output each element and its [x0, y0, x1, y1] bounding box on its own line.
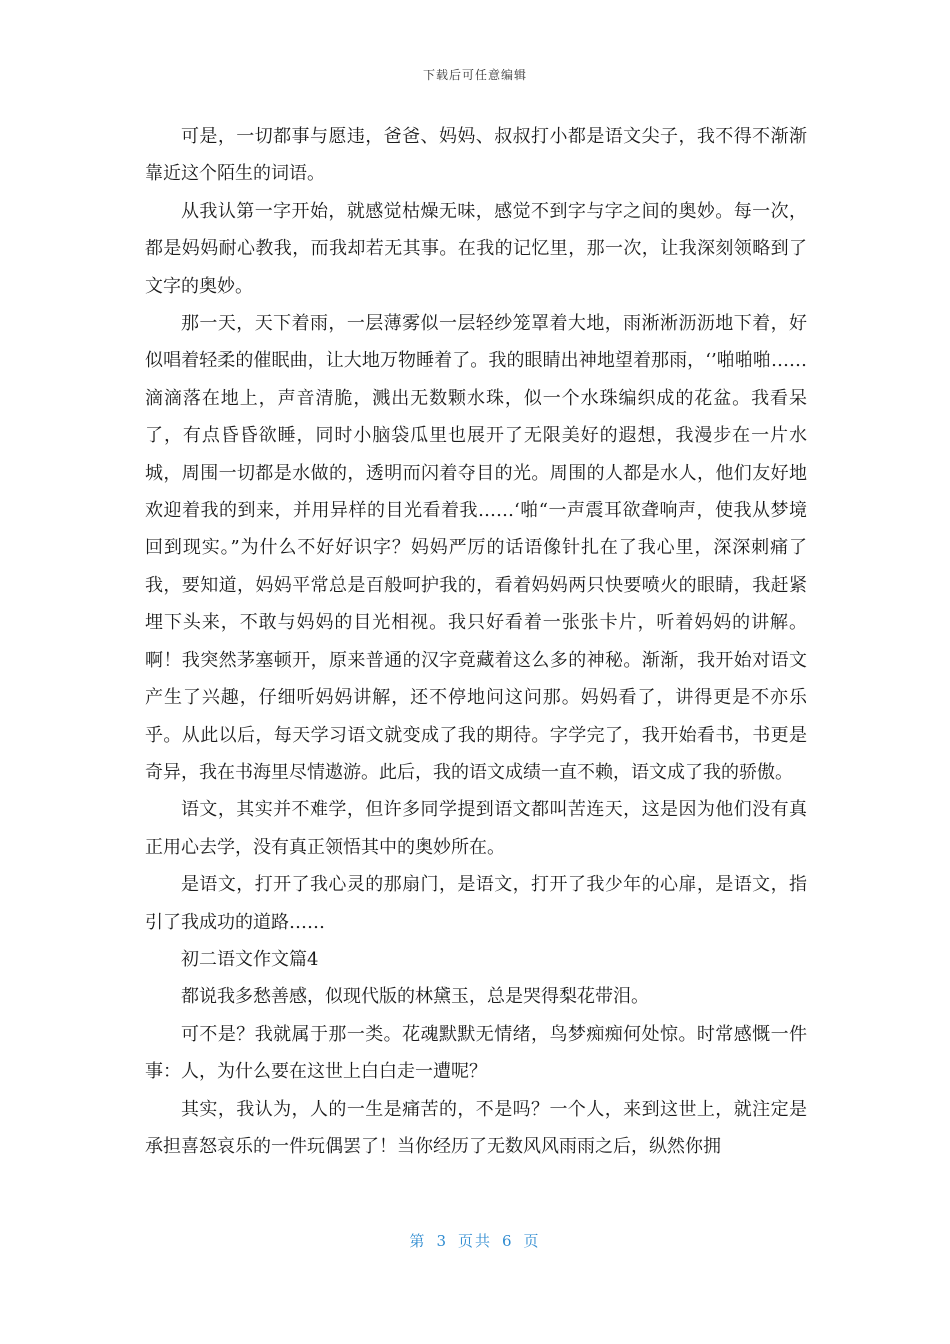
paragraph: 可不是？我就属于那一类。花魂默默无情绪，鸟梦痴痴何处惊。时常感慨一件事：人，为什么要在这世上白白走一遭呢？	[145, 1023, 807, 1083]
page-header: 下载后可任意编辑	[422, 68, 527, 82]
paragraph: 可是，一切都事与愿违，爸爸、妈妈、叔叔打小都是语文尖子，我不得不渐渐靠近这个陌生的词语。	[145, 126, 807, 185]
footer-suffix: 页	[523, 1232, 541, 1250]
paragraph: 语文，其实并不难学，但许多同学提到语文都叫苦连天，这是因为他们没有真正用心去学，没有真正领悟其中的奥妙所在。	[145, 799, 807, 858]
total-pages-number: 6	[502, 1232, 514, 1250]
footer-prefix: 第	[409, 1232, 427, 1250]
paragraph: 都说我多愁善感，似现代版的林黛玉，总是哭得梨花带泪。	[181, 986, 649, 1008]
paragraph: 从我认第一字开始，就感觉枯燥无味，感觉不到字与字之间的奥妙。每一次，都是妈妈耐心教我，而我却若无其事。在我的记忆里，那一次，让我深刻领略到了文字的奥妙。	[145, 200, 807, 297]
paragraph: 其实，我认为，人的一生是痛苦的，不是吗？一个人，来到这世上，就注定是承担喜怒哀乐的一件玩偶罢了！当你经历了无数风风雨雨之后，纵然你拥	[145, 1098, 807, 1157]
paragraph: 那一天，天下着雨，一层薄雾似一层轻纱笼罩着大地，雨淅淅沥沥地下着，好似唱着轻柔的催眠曲，让大地万物睡着了。我的眼睛出神地望着那雨，‘’啪啪啪……滴滴落在地上，声音清脆，溅出无数颗水珠，似一个水珠编织成的花盆。我看呆了，有点昏昏欲睡，同时小脑袋瓜里也展开了无限美好的遐想，我漫步在一片水城，周围一切都是水做的，透明而闪着夺目的光。周围的人都是水人，他们友好地欢迎着我的到来，并用异样的目光看着我……‘啪“一声震耳欲聋响声，使我从梦境回到现实。”为什么不好好识字？妈妈严厉的话语像针扎在了我心里，深深刺痛了我，要知道，妈妈平常总是百般呵护我的，看着妈妈两只快要喷火的眼睛，我赶紧埋下头来，不敢与妈妈的目光相视。我只好看着一张张卡片，听着妈妈的讲解。啊！我突然茅塞顿开，原来普通的汉字竟藏着这么多的神秘。渐渐，我开始对语文产生了兴趣，仔细听妈妈讲解，还不停地问这问那。妈妈看了，讲得更是不亦乐乎。从此以后，每天学习语文就变成了我的期待。字学完了，我开始看书，书更是奇异，我在书海里尽情遨游。此后，我的语文成绩一直不赖，语文成了我的骄傲。	[145, 313, 807, 783]
current-page-number: 3	[436, 1232, 448, 1250]
section-heading: 初二语文作文篇4	[181, 948, 319, 970]
page-footer	[0, 1230, 950, 1251]
paragraph: 是语文，打开了我心灵的那扇门，是语文，打开了我少年的心扉，是语文，指引了我成功的道路……	[145, 874, 807, 933]
footer-middle: 页共	[457, 1232, 492, 1250]
document-body	[145, 118, 807, 1165]
